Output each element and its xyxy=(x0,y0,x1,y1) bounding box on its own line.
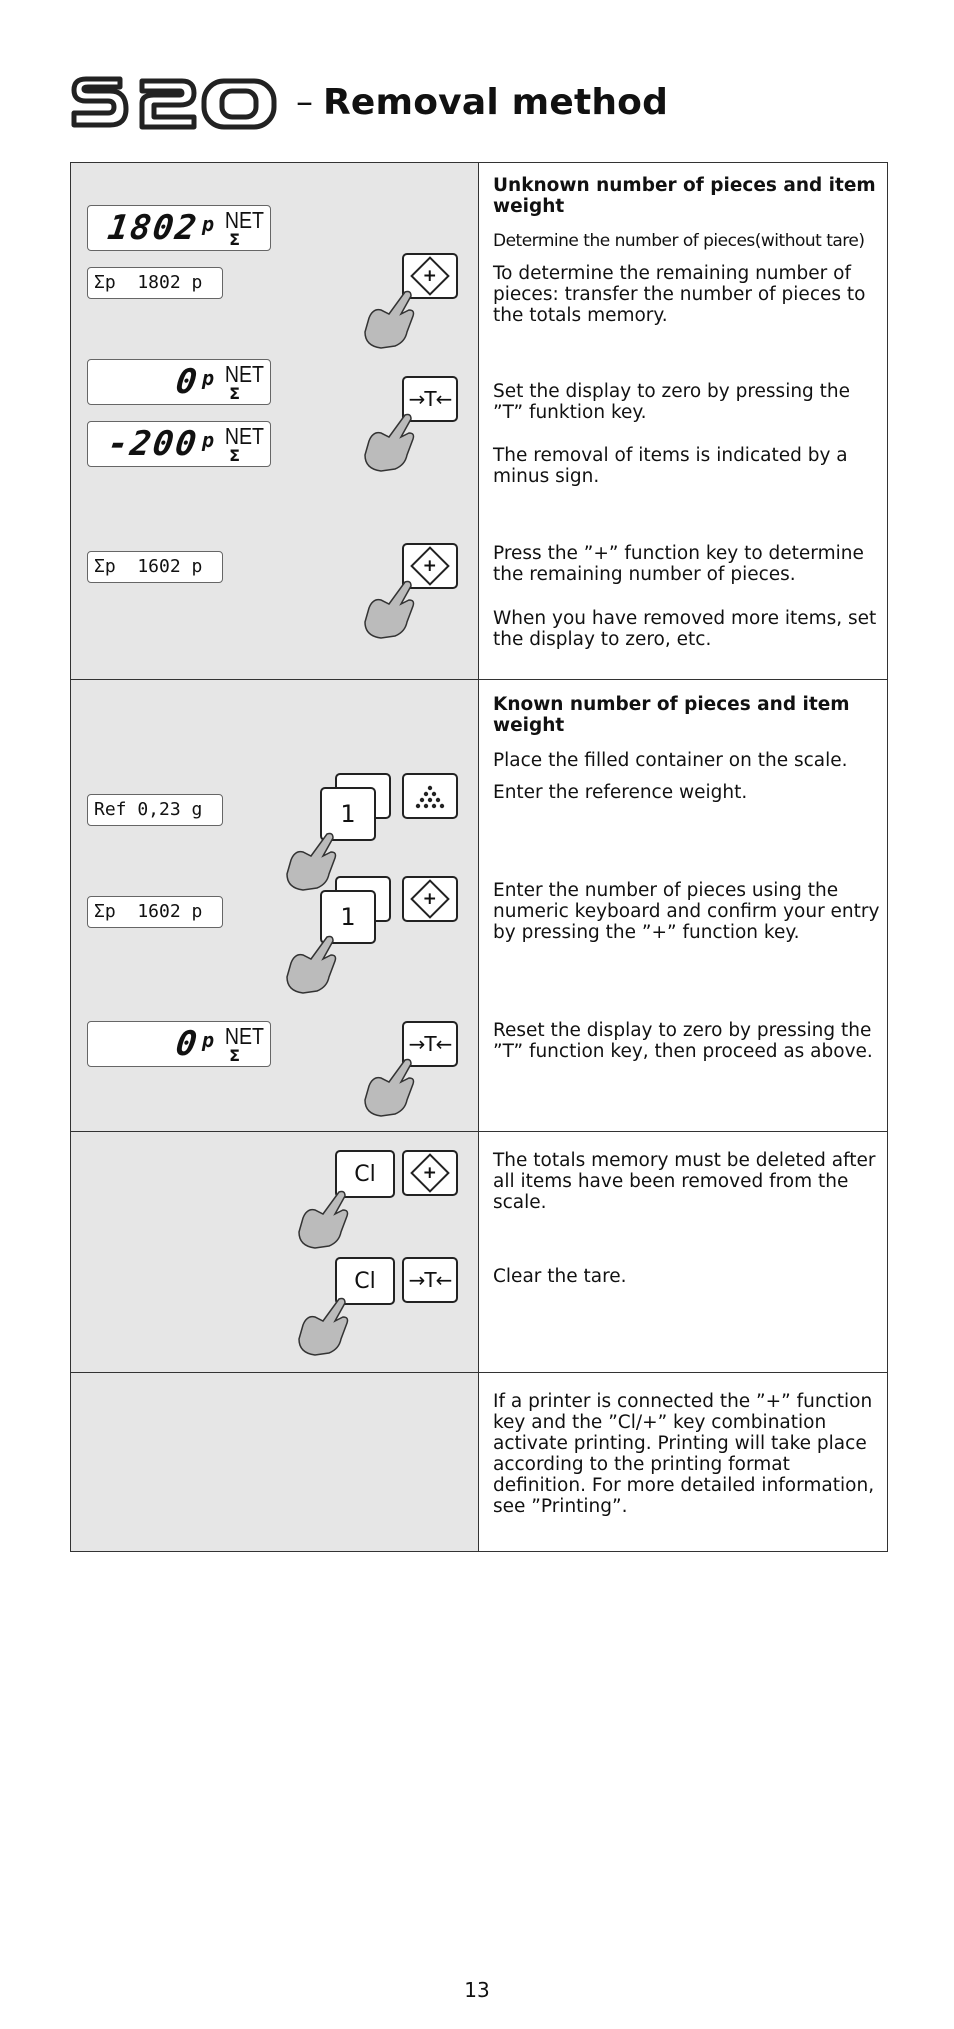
display-text: Σp 1802 p xyxy=(94,272,203,293)
page-title: Removal method xyxy=(323,81,669,123)
display-value: -200 xyxy=(105,424,201,464)
section-heading: Unknown number of pieces and item weight xyxy=(493,175,876,217)
illustration-unknown xyxy=(71,163,479,679)
text-unknown xyxy=(479,163,887,679)
step-text: The removal of items is indicated by a minus sign. xyxy=(493,445,848,487)
section-subtitle: Determine the number of pieces(without tare) xyxy=(493,231,865,251)
tare-key[interactable]: →T← xyxy=(402,376,458,422)
step-text: Reset the display to zero by pressing the ”T” function key, then proceed as above. xyxy=(493,1020,873,1062)
s20-logo xyxy=(70,73,280,131)
display-value: 0 xyxy=(172,362,201,402)
page-header xyxy=(70,72,668,132)
pointing-hand-icon xyxy=(283,933,341,995)
display-unit: p xyxy=(201,428,214,452)
plus-diamond-icon: + xyxy=(410,546,450,586)
display-ref-weight xyxy=(87,794,223,826)
display-minus200-net xyxy=(87,421,271,467)
display-1802-net xyxy=(87,205,271,251)
printer-note: If a printer is connected the ”+” function key and the ”Cl/+” key combination activate printing. Printing will take place according to the printing format definition. For more detailed information, see ”Printing”. xyxy=(493,1391,875,1517)
pointing-hand-icon xyxy=(361,288,419,350)
display-sigma: Σ xyxy=(229,446,240,465)
illustration-empty xyxy=(71,1373,479,1551)
pointing-hand-icon xyxy=(283,830,341,892)
display-sigma: Σ xyxy=(229,230,240,249)
row-known xyxy=(71,680,887,1132)
numeric-key-1[interactable]: 1 xyxy=(320,787,376,841)
text-printer xyxy=(479,1373,887,1551)
clear-key[interactable]: Cl xyxy=(335,1257,395,1305)
display-unit: p xyxy=(201,366,214,390)
display-sum-1602 xyxy=(87,896,223,928)
instruction-table xyxy=(70,162,888,1552)
row-clear xyxy=(71,1132,887,1373)
pointing-hand-icon xyxy=(295,1188,353,1250)
numeric-key-1[interactable]: 1 xyxy=(320,890,376,944)
display-net: NET xyxy=(224,207,264,233)
text-known xyxy=(479,680,887,1131)
display-value: 0 xyxy=(172,1024,201,1064)
display-sigma: Σ xyxy=(229,1046,240,1065)
plus-diamond-icon: + xyxy=(410,256,450,296)
pointing-hand-icon xyxy=(361,1056,419,1118)
title-dash: – xyxy=(296,82,313,122)
plus-key[interactable] xyxy=(402,876,458,922)
step-text: Clear the tare. xyxy=(493,1266,627,1287)
illustration-known xyxy=(71,680,479,1131)
display-unit: p xyxy=(201,1028,214,1052)
step-text: Enter the reference weight. xyxy=(493,782,748,803)
display-value: 1802 xyxy=(105,208,201,248)
step-text: Place the filled container on the scale. xyxy=(493,750,848,771)
text-clear xyxy=(479,1132,887,1372)
plus-diamond-icon: + xyxy=(410,879,450,919)
step-text: The totals memory must be deleted after all items have been removed from the scale. xyxy=(493,1150,876,1213)
pointing-hand-icon xyxy=(361,578,419,640)
display-sum-1602 xyxy=(87,551,223,583)
pointing-hand-icon xyxy=(295,1295,353,1357)
display-0-net xyxy=(87,359,271,405)
clear-key[interactable]: Cl xyxy=(335,1150,395,1198)
display-0-net xyxy=(87,1021,271,1067)
display-text: Σp 1602 p xyxy=(94,556,203,577)
tare-key[interactable]: →T← xyxy=(402,1257,458,1303)
reference-weight-key[interactable] xyxy=(402,773,458,819)
display-text: Ref 0,23 g xyxy=(94,799,203,820)
display-text: Σp 1602 p xyxy=(94,901,203,922)
row-unknown xyxy=(71,163,887,680)
step-text: To determine the remaining number of pieces: transfer the number of pieces to the totals memory. xyxy=(493,263,866,326)
illustration-clear xyxy=(71,1132,479,1372)
step-text: Enter the number of pieces using the numeric keyboard and confirm your entry by pressing the ”+” function key. xyxy=(493,880,880,943)
page-number: 13 xyxy=(464,1978,490,2002)
display-net: NET xyxy=(224,361,264,387)
display-net: NET xyxy=(224,423,264,449)
section-heading: Known number of pieces and item weight xyxy=(493,694,850,736)
display-net: NET xyxy=(224,1023,264,1049)
pieces-pyramid-icon xyxy=(415,783,445,809)
plus-diamond-icon: + xyxy=(410,1153,450,1193)
step-text: Set the display to zero by pressing the ”T” funktion key. xyxy=(493,381,851,423)
display-sum-1802 xyxy=(87,267,223,299)
display-sigma: Σ xyxy=(229,384,240,403)
tare-key[interactable]: →T← xyxy=(402,1021,458,1067)
step-text: When you have removed more items, set the display to zero, etc. xyxy=(493,608,877,650)
pointing-hand-icon xyxy=(361,411,419,473)
plus-key[interactable] xyxy=(402,1150,458,1196)
step-text: Press the ”+” function key to determine the remaining number of pieces. xyxy=(493,543,864,585)
display-unit: p xyxy=(201,212,214,236)
row-printer xyxy=(71,1373,887,1551)
